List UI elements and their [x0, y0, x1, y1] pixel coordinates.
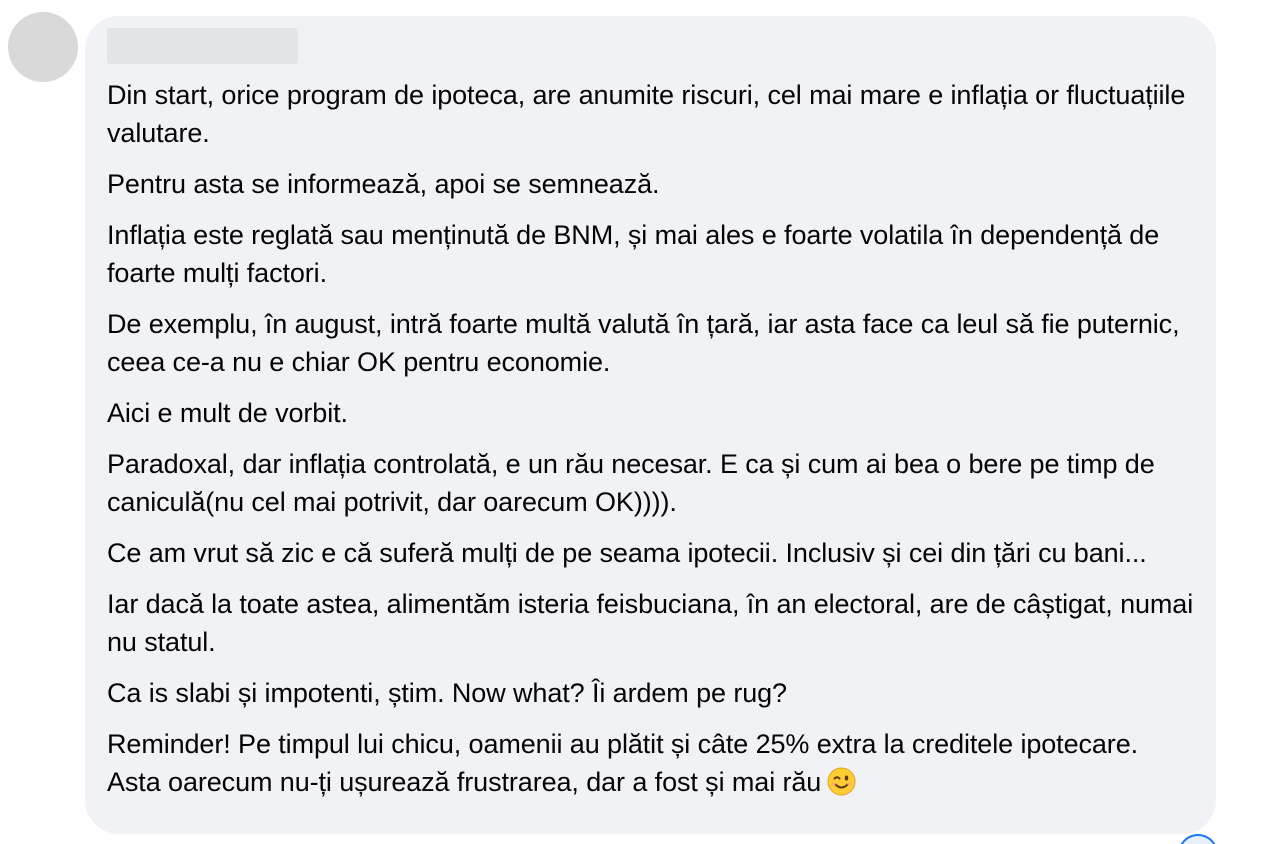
author-name-redacted[interactable] [107, 28, 298, 64]
comment-text [107, 76, 1194, 801]
comment-paragraph: Iar dacă la toate astea, alimentăm isteria feisbuciana, în an electoral, are de câștigat, numai nu statul. [107, 589, 1194, 657]
comment-paragraph-last [107, 725, 1194, 801]
comment-paragraph: De exemplu, în august, intră foarte multă valută în țară, iar asta face ca leul să fie puternic, ceea ce-a nu e chiar OK pentru economie. [107, 309, 1180, 377]
reaction-indicator[interactable] [1178, 834, 1218, 844]
comment-paragraph: Din start, orice program de ipoteca, are anumite riscuri, cel mai mare e inflația or fluctuațiile valutare. [107, 80, 1186, 148]
comment-paragraph: Paradoxal, dar inflația controlată, e un rău necesar. E ca și cum ai bea o bere pe timp de caniculă(nu cel mai potrivit, dar oarecum OK)))). [107, 449, 1155, 517]
comment-paragraph: Ca is slabi și impotenti, știm. Now what? Îi ardem pe rug? [107, 678, 787, 708]
avatar[interactable] [8, 12, 78, 82]
comment-paragraph: Ce am vrut să zic e că suferă mulți de pe seama ipotecii. Inclusiv și cei din țări cu bani... [107, 538, 1147, 568]
comment-paragraph: Pentru asta se informează, apoi se semnează. [107, 169, 660, 199]
comment-paragraph-text: Reminder! Pe timpul lui chicu, oamenii au plătit și câte 25% extra la creditele ipotecare. Asta oarecum nu-ți ușurează frustrarea, dar a fost și mai rău [107, 729, 1139, 797]
comment-bubble [85, 16, 1216, 834]
comment-paragraph: Inflația este reglată sau menținută de BNM, și mai ales e foarte volatila în dependență de foarte mulți factori. [107, 220, 1160, 288]
winking-face-emoji [827, 767, 856, 796]
comment-paragraph: Aici e mult de vorbit. [107, 398, 348, 428]
